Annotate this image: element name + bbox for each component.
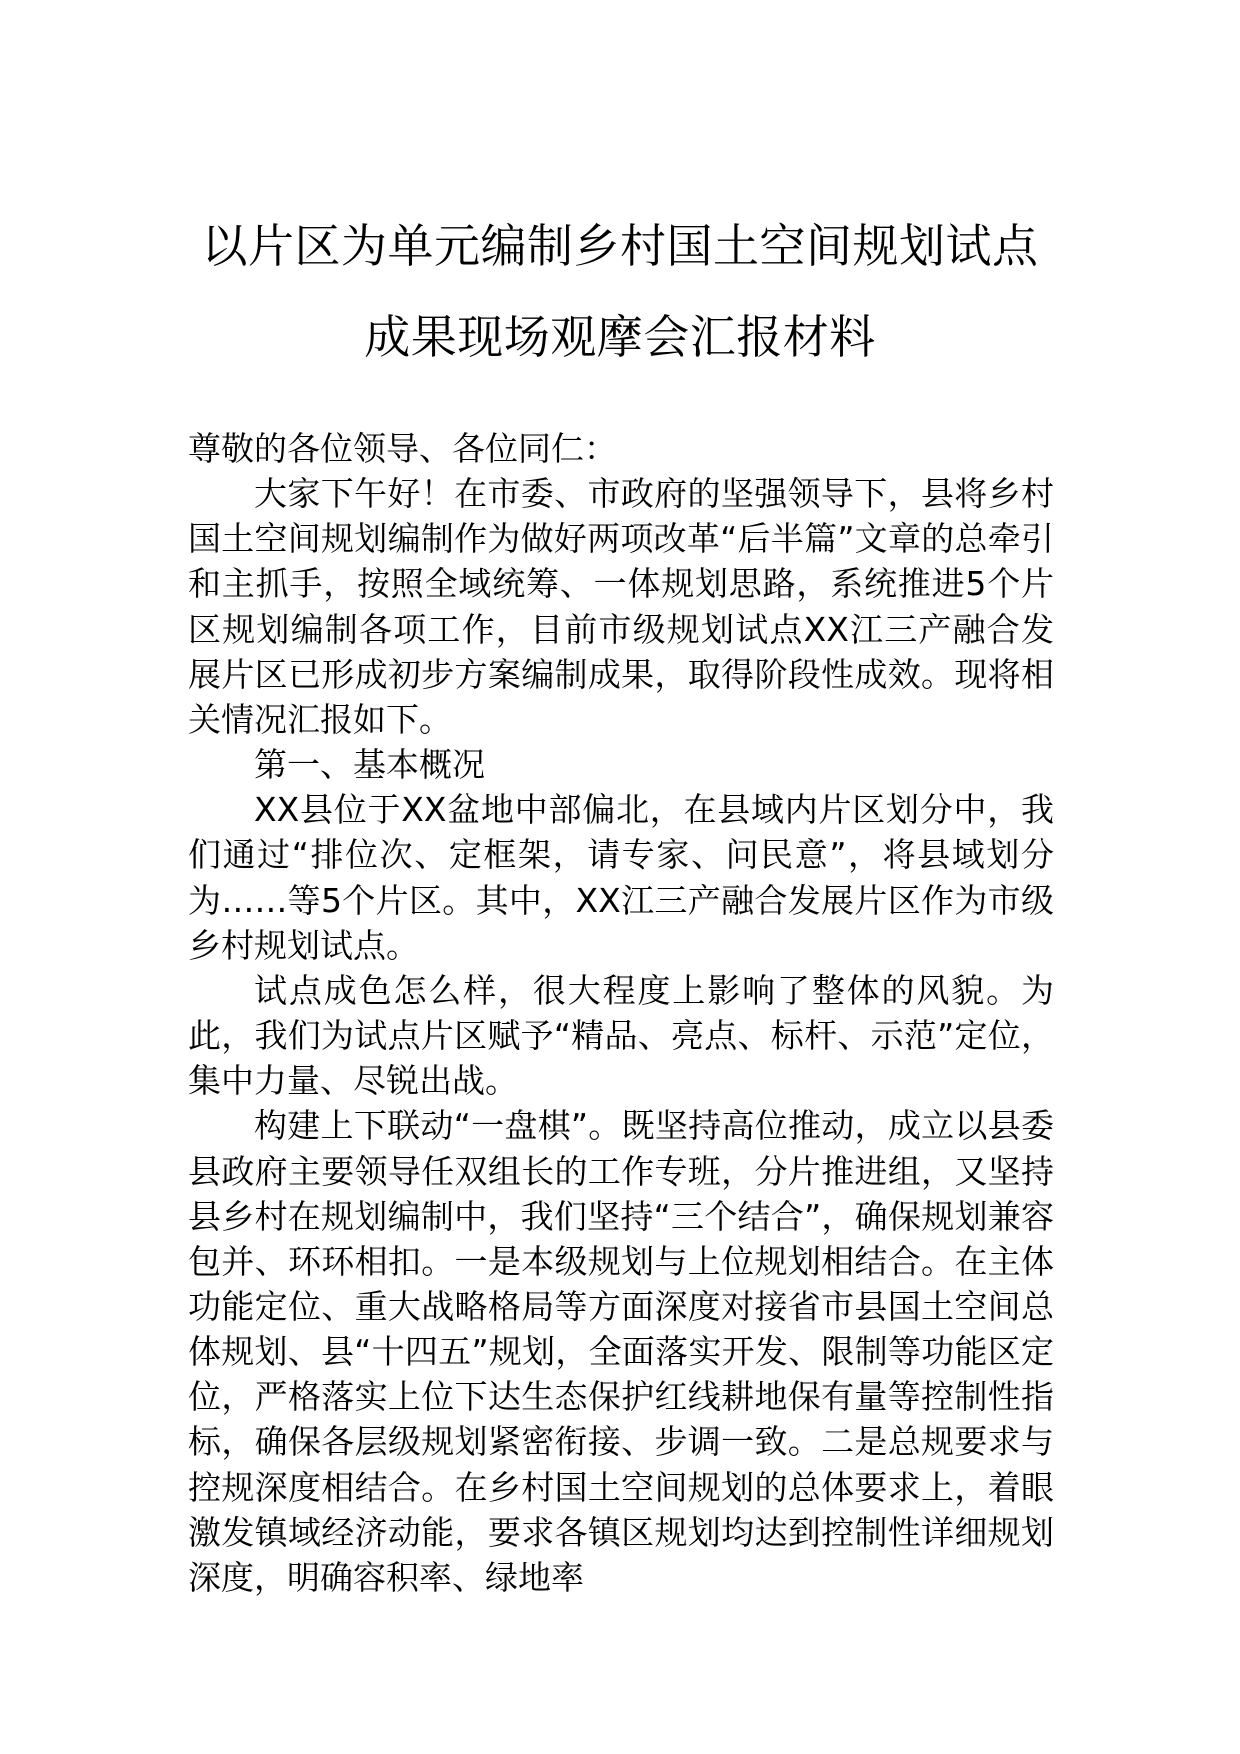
document-body xyxy=(188,426,1054,1600)
salutation: 尊敬的各位领导、各位同仁： xyxy=(188,429,617,468)
document-title-line-2: 成果现场观摩会汇报材料 xyxy=(364,310,876,364)
paragraph-pilot-positioning: 试点成色怎么样，很大程度上影响了整体的风貌。为此，我们为试点片区赋予“精品、亮点、标杆、示范”定位，集中力量、尽锐出战。 xyxy=(188,970,1054,1101)
section-heading-basic-overview: 第一、基本概况 xyxy=(254,745,485,785)
paragraph-county-overview: XX县位于XX盆地中部偏北，在县域内片区划分中，我们通过“排位次、定框架，请专家、问民意”，将县域划分为……等5个片区。其中，XX江三产融合发展片区作为市级乡村规划试点。 xyxy=(188,790,1054,965)
document-title-line-1: 以片区为单元编制乡村国土空间规划试点 xyxy=(201,219,1039,273)
paragraph-coordination: 构建上下联动“一盘棋”。既坚持高位推动，成立以县委县政府主要领导任双组长的工作专班，分片推进组，又坚持县乡村在规划编制中，我们坚持“三个结合”，确保规划兼容包并、环环相扣。一是本级规划与上位规划相结合。在主体功能定位、重大战略格局等方面深度对接省市县国土空间总体规划、县“十四五”规划，全面落实开发、限制等功能区定位，严格落实上位下达生态保护红线耕地保有量等控制性指标，确保各层级规划紧密衔接、步调一致。二是总规要求与控规深度相结合。在乡村国土空间规划的总体要求上，着眼激发镇域经济动能，要求各镇区规划均达到控制性详细规划深度，明确容积率、绿地率 xyxy=(188,1106,1054,1597)
paragraph-opening: 大家下午好！在市委、市政府的坚强领导下，县将乡村国土空间规划编制作为做好两项改革“后半篇”文章的总牵引和主抓手，按照全域统筹、一体规划思路，系统推进5个片区规划编制各项工作，目前市级规划试点XX江三产融合发展片区已形成初步方案编制成果，取得阶段性成效。现将相关情况汇报如下。 xyxy=(188,474,1054,739)
